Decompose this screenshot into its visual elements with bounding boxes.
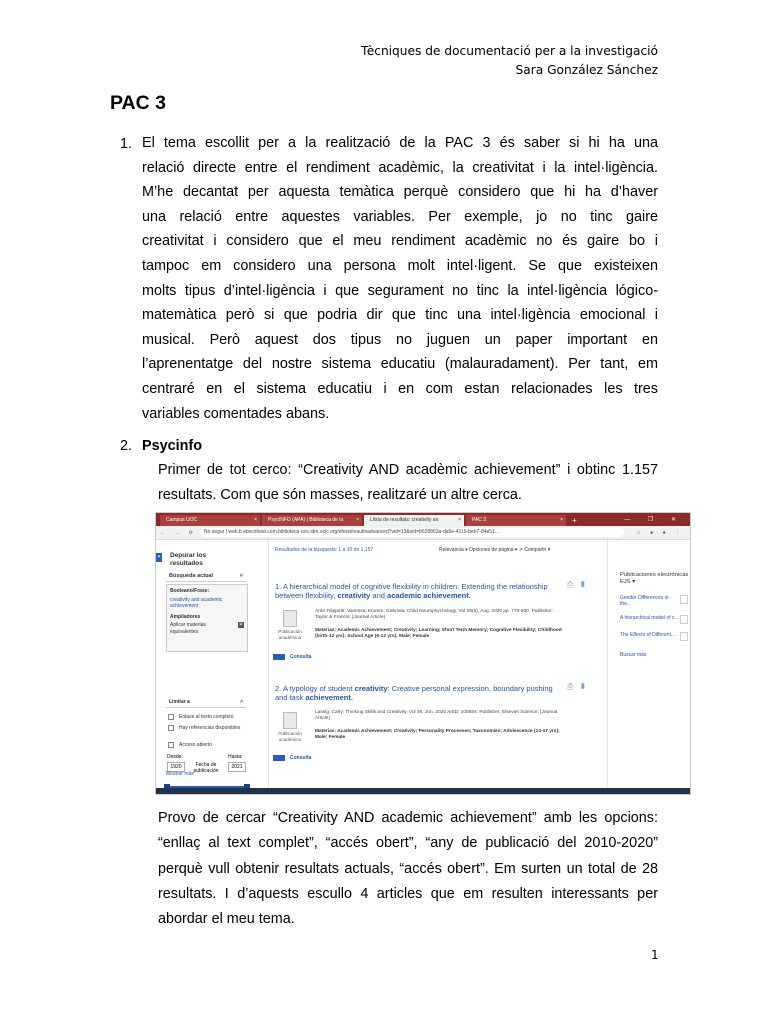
address-bar xyxy=(156,526,690,540)
browser-tab-bar xyxy=(156,513,690,526)
tab-campus-uoc[interactable]: Campus UOC × xyxy=(160,515,260,526)
ejs-link[interactable]: Gender Differences in the... xyxy=(620,595,680,607)
navigation-icons[interactable]: ← → ⟳ xyxy=(160,529,197,536)
extension-icons[interactable]: ☆ ● ● ⋮ xyxy=(636,529,684,536)
current-search-box: Búsqueda actual ˅ xyxy=(166,572,246,582)
item-2-heading: Psycinfo xyxy=(142,438,202,454)
new-tab-icon[interactable]: + xyxy=(572,516,577,525)
result-subjects: Materias: Academic Achievement; Creativity; Learning; Short Term Memory; Cognitive Flexibility; Childhood (birth-12 yrs); School Age (6-12 yrs); Male; Female xyxy=(315,628,562,639)
page-content xyxy=(156,540,690,794)
header-author: Sara González Sánchez xyxy=(515,63,658,77)
show-more-link[interactable]: Mostrar más xyxy=(166,771,194,777)
chevron-up-icon[interactable]: ˄ xyxy=(240,699,243,705)
close-icon[interactable]: × xyxy=(254,517,257,523)
taskbar xyxy=(156,788,690,794)
consulta-link[interactable]: Consulta xyxy=(273,755,311,761)
chevron-down-icon[interactable]: ˅ xyxy=(239,573,243,579)
ejs-more-link[interactable]: Buscar más xyxy=(620,652,647,658)
result-title[interactable]: 2. A typology of student creativity: Creative personal expression, boundary pushing and task achievement. xyxy=(275,684,553,702)
document-header xyxy=(361,42,658,80)
item-2-paragraph-2: Provo de cercar “Creativity AND academic achievement” amb les opcions: “enllaç al text complet”, “accés obert”, “any de publicació del 2010-2020” perquè vull obtenir resultats actuals, “accés obert”. Em surten un total de 28 resultats. I d’aquests escullo 4 articles que em resulten interessants per abordar el meu tema. xyxy=(158,810,658,928)
tab-results[interactable]: Llista de resultats: creativity an × xyxy=(364,515,464,526)
not-secure-label: No segur xyxy=(204,529,225,535)
page-number: 1 xyxy=(651,948,659,962)
document-type-icon: Publicación académica xyxy=(277,610,303,640)
close-icon[interactable]: × xyxy=(458,517,461,523)
result-authors: Arán Filippetti, Vanessa; Krumm, Gabriela; Child Neuropsychology, Vol 26(6), Aug, 2020 pp. 770-800. Publisher: Taylor & Francis; [Journal Article] xyxy=(315,609,553,620)
pub-date-label: Fecha de publicación xyxy=(193,762,219,774)
ejs-link[interactable]: A hierarchical model of c... xyxy=(620,615,680,621)
date-to-input[interactable]: 2021 xyxy=(228,762,246,772)
references-checkbox[interactable]: Hay referencias disponibles xyxy=(168,725,248,731)
close-icon[interactable]: × xyxy=(560,517,563,523)
item-1-paragraph: El tema escollit per a la realització de la PAC 3 és saber si hi ha una relació directe entre el rendiment acadèmic, la creativitat i la intel·ligència. M’he decantat per aquesta temàtica perquè considero que hi ha d’haver una relació entre aquestes variables. Per exemple, jo no tinc gaire creativitat i considero que el meu rendiment acadèmic no és gaire bo i tampoc em considero una persona molt intel·ligent. Se que existeixen molts tipus d’intel·ligència i que segurament no tinc la intel·ligència lógico- matemàtica però si que podria dir que tinc una intel·ligència emocional i musical. Però aquest dos tipus no juguen un paper important en l’aprenentatge del nostre sistema educatiu (malauradament). Per tant, em centraré en el sistema educatiu i en com estan relacionades les tres variables comentades abans. xyxy=(142,135,658,422)
document-title: PAC 3 xyxy=(110,92,166,114)
remove-icon[interactable]: ✕ xyxy=(238,622,243,628)
url-field[interactable]: No segur | web.b.ebscohost.com.biblioteca-uoc.idm.oclc.org/ehost/resultsadvanced?vid=13&sid=b628863a-da5e-4119-beb7-84e51... xyxy=(200,528,624,537)
fulltext-checkbox[interactable]: Enlace al texto completo xyxy=(168,714,233,720)
results-list xyxy=(268,540,608,794)
date-to-label: Hasta: xyxy=(228,754,243,760)
item-2-number: 2. xyxy=(120,438,133,454)
item-1-number: 1. xyxy=(120,136,133,152)
limit-header: Limitar a ˄ xyxy=(166,698,246,708)
window-controls[interactable]: — ❐ ✕ xyxy=(624,517,684,523)
result-title[interactable]: 1. A hierarchical model of cognitive flexibility in children: Extending the relationship between flexibility, creativity and academic achievement. xyxy=(275,582,548,600)
tab-psycinfo[interactable]: PsycINFO (APA) | Biblioteca de la × xyxy=(262,515,362,526)
ejs-sidebar xyxy=(618,540,690,794)
search-results-screenshot xyxy=(155,512,691,795)
boolean-box: Booleano/Frase: creativity and academic achievement Ampliadores Aplicar materias equivalentes ✕ xyxy=(166,584,248,652)
date-from-label: Desde: xyxy=(167,754,183,760)
item-2-paragraph-1: Primer de tot cerco: “Creativity AND acadèmic achievement” i obtinc 1.157 resultats. Com que són masses, realitzaré un altre cerca. xyxy=(158,462,658,504)
open-access-checkbox[interactable]: Acceso abierto xyxy=(168,742,212,748)
ejs-heading: Publicaciones electrónicas EJS ▾ xyxy=(620,572,689,585)
consulta-link[interactable]: Consulta xyxy=(273,654,311,660)
document-type-icon: Publicación académica xyxy=(277,712,303,742)
tab-pac3[interactable]: PAC 3 × xyxy=(466,515,566,526)
refine-heading: Depurar los resultados xyxy=(170,552,207,567)
close-icon[interactable]: × xyxy=(356,517,359,523)
boolean-value-link[interactable]: creativity and academic achievement xyxy=(170,596,223,609)
result-authors: Lassig, Carly; Thinking Skills and Creativity, Vol 36, Jun, 2020 ArtID: 100654. Publisher: Elsevier Science; [Journal Article] xyxy=(315,710,558,721)
result-subjects: Materias: Academic Achievement; Creativity; Personality Processes; Taxonomies; Adolescence (13-17 yrs); Male; Female xyxy=(315,729,560,740)
results-controls[interactable]: Relevancia ▾ Opciones de página ▾ ⇗ Compartir ▾ xyxy=(439,547,551,553)
results-count: Resultados de la búsqueda: 1 a 10 de 1,157 xyxy=(275,547,374,553)
collapse-icon[interactable]: « xyxy=(157,554,161,560)
refine-sidebar xyxy=(156,540,256,794)
result-tools-icons[interactable]: ⎙ ▮ xyxy=(567,580,588,589)
header-course: Tècniques de documentació per a la investigació xyxy=(361,44,658,58)
date-from-input[interactable]: 1920 xyxy=(167,762,185,772)
result-tools-icons[interactable]: ⎙ ▮ xyxy=(567,682,588,691)
ejs-link[interactable]: The Effects of Different... xyxy=(620,632,680,638)
